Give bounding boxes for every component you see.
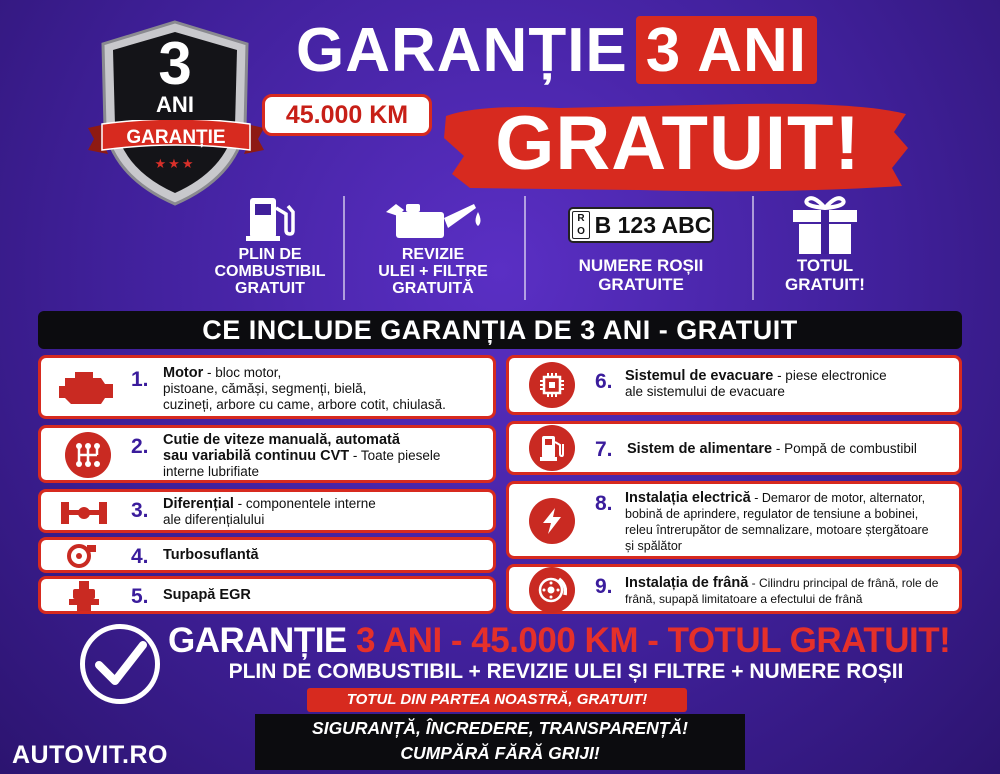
item-desc: - piese electronice — [773, 368, 887, 383]
item-title: Instalația electrică — [625, 490, 751, 506]
plate-country-code: R O — [572, 211, 590, 239]
coverage-item-electrical — [506, 481, 962, 559]
benefit-gift-line2: GRATUIT! — [785, 275, 865, 294]
bottom-slogan — [255, 716, 745, 766]
benefit-gift-line1: TOTUL — [796, 256, 854, 275]
coverage-item-egr — [38, 576, 496, 614]
item-desc: - componentele interne — [233, 496, 376, 511]
benefit-gift — [770, 194, 880, 294]
bottom-red-banner: TOTUL DIN PARTEA NOASTRĂ, GRATUIT! — [307, 688, 687, 712]
chip-icon — [529, 362, 575, 408]
item-desc: - Cilindru principal de frână, role de — [748, 576, 939, 590]
item-desc-4: și spălător — [625, 539, 682, 553]
fuel-pump-icon — [240, 196, 300, 242]
item-desc-2: frână, supapă limitatoare a efectului de frână — [625, 592, 863, 606]
km-badge: 45.000 KM — [262, 94, 432, 136]
item-number: 8. — [595, 492, 613, 515]
lightning-icon — [529, 498, 575, 544]
benefit-fuel — [200, 196, 340, 297]
bottom-headline — [168, 623, 968, 658]
item-title: Turbosuflantă — [163, 547, 259, 563]
item-desc: - bloc motor, — [203, 365, 282, 380]
benefit-oil-line3: GRATUITĂ — [392, 280, 474, 297]
gift-icon — [789, 194, 861, 256]
check-circle-icon — [80, 624, 160, 704]
item-desc-3: releu întrerupător de semnalizare, motoare ștergătoare — [625, 523, 929, 537]
shield-ribbon-label: GARANȚIE — [126, 127, 226, 148]
benefit-plates-line1: NUMERE ROȘII — [578, 256, 704, 275]
axle-icon — [59, 498, 109, 533]
egr-valve-icon — [67, 581, 101, 616]
item-title: Motor — [163, 365, 204, 381]
item-title: Sistem de alimentare — [627, 441, 773, 457]
item-number: 7. — [595, 438, 613, 461]
item-desc-2: bobină de aprindere, regulator de tensiune a bobinei, — [625, 507, 919, 521]
item-desc: - Toate piesele — [349, 448, 441, 463]
coverage-item-fuel-system — [506, 421, 962, 475]
divider — [524, 196, 526, 300]
item-desc: - Demaror de motor, alternator, — [750, 491, 926, 505]
divider — [752, 196, 754, 300]
benefit-fuel-line2: COMBUSTIBIL — [214, 263, 326, 280]
engine-icon — [57, 368, 117, 408]
plate-number: B 123 ABC — [594, 212, 712, 238]
coverage-item-brakes — [506, 564, 962, 614]
item-number: 5. — [131, 585, 149, 608]
item-title: Cutie de viteze manuală, automată — [163, 432, 400, 448]
section-title: CE INCLUDE GARANȚIA DE 3 ANI - GRATUIT — [38, 311, 962, 349]
coverage-item-gearbox — [38, 425, 496, 483]
item-title-2: sau variabilă continuu CVT — [163, 448, 350, 464]
benefit-plates-line2: GRATUITE — [598, 275, 684, 294]
benefit-oil-line1: REVIZIE — [401, 246, 465, 263]
brake-disc-icon — [529, 567, 575, 613]
brand-watermark: AUTOVIT.RO — [12, 741, 168, 769]
fuel-pump-icon — [529, 425, 575, 471]
benefit-oil-line2: ULEI + FILTRE — [378, 263, 488, 280]
divider — [343, 196, 345, 300]
benefit-oil — [360, 196, 506, 297]
item-number: 2. — [131, 435, 149, 458]
benefit-fuel-line3: GRATUIT — [235, 280, 305, 297]
bottom-headline-part2: 3 ANI - 45.000 KM - TOTUL GRATUIT! — [356, 621, 951, 660]
gear-shift-icon — [65, 432, 111, 478]
item-desc: - Pompă de combustibil — [772, 441, 917, 456]
headline-part1: GARANȚIE — [296, 16, 628, 85]
oil-can-icon — [378, 196, 488, 242]
shield-ani: ANI — [156, 92, 194, 117]
item-desc-2: ale sistemului de evacuare — [625, 384, 785, 399]
shield-stars: ★★★ — [154, 156, 196, 171]
slogan-line1: SIGURANȚĂ, ÎNCREDERE, TRANSPARENȚĂ! — [312, 718, 688, 738]
item-desc-2: ale diferențialului — [163, 512, 265, 527]
headline-gratuit: GRATUIT! — [495, 101, 861, 186]
item-desc-2: interne lubrifiate — [163, 464, 260, 479]
item-number: 9. — [595, 575, 613, 598]
item-number: 6. — [595, 370, 613, 393]
item-title: Diferențial — [163, 496, 234, 512]
headline-warranty — [296, 16, 817, 84]
item-number: 4. — [131, 545, 149, 568]
item-title: Sistemul de evacuare — [625, 368, 774, 384]
benefit-fuel-line1: PLIN DE — [238, 246, 302, 263]
bottom-subline: PLIN DE COMBUSTIBIL + REVIZIE ULEI ȘI FILTRE + NUMERE ROȘII — [228, 660, 904, 683]
item-desc-2: pistoane, cămăși, segmenți, bielă, — [163, 381, 367, 396]
item-desc-3: cuzineți, arbore cu came, arbore cotit, chiulasă. — [163, 397, 446, 412]
item-number: 3. — [131, 499, 149, 522]
item-number: 1. — [131, 368, 149, 391]
item-title: Instalația de frână — [625, 575, 749, 591]
coverage-item-exhaust — [506, 355, 962, 415]
bottom-headline-part1: GARANȚIE — [168, 621, 356, 660]
shield-number: 3 — [158, 30, 192, 97]
slogan-line2: CUMPĂRĂ FĂRĂ GRIJI! — [400, 743, 600, 763]
coverage-item-differential — [38, 489, 496, 533]
turbo-icon — [67, 543, 97, 574]
benefit-plates — [552, 256, 730, 294]
coverage-item-turbo — [38, 537, 496, 573]
coverage-item-engine — [38, 355, 496, 419]
headline-part2: 3 ANI — [636, 16, 817, 84]
item-title: Supapă EGR — [163, 587, 251, 603]
